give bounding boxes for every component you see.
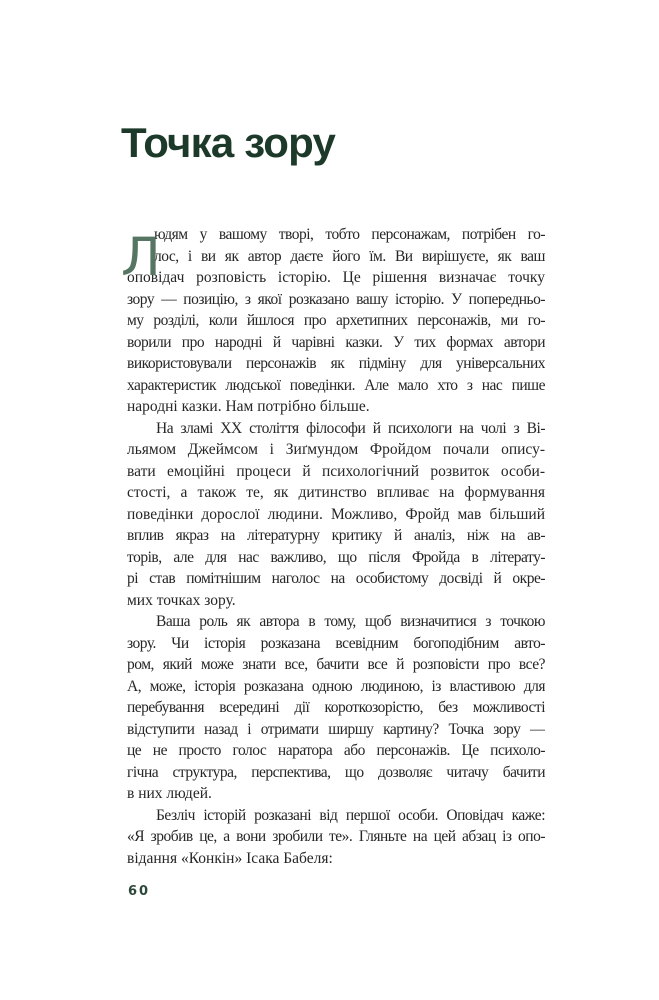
text-line: характеристик людської поведінки. Але мало хто з нас пише	[127, 376, 545, 394]
text-line: в них людей.	[127, 785, 212, 802]
text-line: му розділі, коли йшлося про архетипних персонажів, ми го-	[127, 312, 545, 329]
paragraph	[127, 611, 545, 805]
text-line: Безліч історій розказані від першої особи. Оповідач каже:	[156, 806, 545, 824]
text-line: вати емоційні процеси й психологічний розвиток особи-	[127, 462, 545, 480]
paragraph	[121, 224, 545, 418]
text-line: використовували персонажів як підміну для універсальних	[127, 355, 545, 372]
text-line: льямом Джеймсом і Зиґмундом Фройдом почали опису-	[127, 441, 545, 458]
drop-cap: Л	[121, 227, 161, 288]
body-text	[121, 224, 545, 869]
text-line: стості, а також те, як дитинство впливає на формування	[127, 484, 545, 501]
text-line: гічна структура, перспектива, що дозволяє читачу бачити	[127, 763, 545, 781]
text-line: відступити назад і отримати ширшу картину? Точка зору —	[127, 720, 545, 738]
text-line: «Я зробив це, а вони зробили те». Гляньте на цей абзац із опо-	[127, 828, 545, 845]
text-line: Ваша роль як автора в тому, щоб визначитися з точкою	[156, 613, 545, 630]
text-line: перебування всередині дії короткозорістю, без можливості	[127, 699, 545, 716]
text-line: лос, і ви як автор даєте його їм. Ви вирішуєте, як ваш	[154, 247, 545, 265]
text-line: На зламі XX століття філософи й психологи на чолі з Ві-	[156, 419, 545, 437]
text-line: ворили про народні й чарівні казки. У тих формах автори	[127, 333, 545, 351]
text-line: оповідач розповість історію. Це рішення визначає точку	[127, 269, 545, 286]
text-line: юдям у вашому творі, тобто персонажам, потрібен го-	[154, 226, 545, 243]
text-line: зору. Чи історія розказана всевідним богоподібним авто-	[127, 634, 545, 652]
text-line: мих точках зору.	[127, 591, 236, 609]
page-number: 60	[128, 884, 151, 899]
text-line: рі став помітнішим наголос на особистому досвіді й окре-	[127, 570, 545, 587]
text-line: поведінки дорослої людини. Можливо, Фройд мав більший	[127, 505, 545, 523]
text-line: вплив якраз на літературну критику й аналіз, ніж на ав-	[127, 527, 545, 544]
text-line: торів, але для нас важливо, що після Фройда в літерату-	[127, 548, 545, 566]
paragraph	[127, 418, 545, 612]
chapter-title: Точка зору	[121, 119, 335, 167]
text-line: це не просто голос наратора або персонажів. Це психоло-	[127, 742, 545, 759]
text-line: зору — позицію, з якої розказано вашу історію. У попередньо-	[127, 290, 545, 308]
text-line: відання «Конкін» Ісака Бабеля:	[127, 849, 333, 867]
text-line: А, може, історія розказана одною людиною, із властивою для	[127, 677, 545, 695]
paragraph	[127, 805, 545, 870]
text-line: ром, який може знати все, бачити все й розповісти про все?	[127, 656, 545, 673]
text-line: народні казки. Нам потрібно більше.	[127, 398, 370, 415]
